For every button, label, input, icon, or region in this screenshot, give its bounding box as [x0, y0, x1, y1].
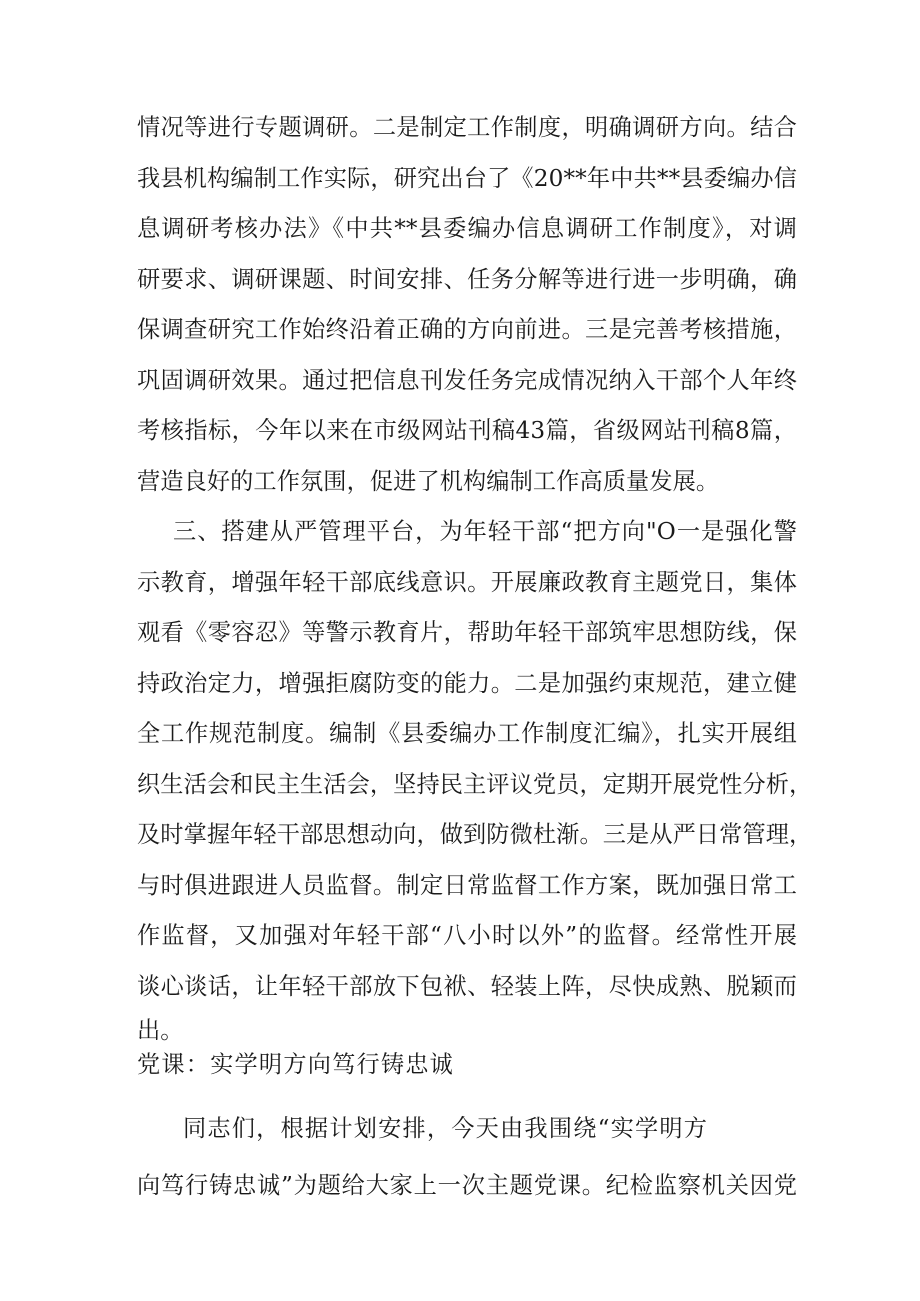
body-text-line: 保调查研究工作始终沿着正确的方向前进。三是完善考核措施， — [137, 316, 797, 343]
body-text-line: 息调研考核办法》《中共**县委编办信息调研工作制度》，对调 — [137, 215, 797, 242]
body-text-line: 作监督，又加强对年轻干部“八小时以外”的监督。经常性开展 — [137, 922, 797, 949]
body-text-line: 巩固调研效果。通过把信息刊发任务完成情况纳入干部个人年终 — [137, 367, 797, 394]
body-text-line: 织生活会和民主生活会，坚持民主评议党员，定期开展党性分析， — [137, 771, 813, 798]
body-text-line: 谈心谈话，让年轻干部放下包袱、轻装上阵，尽快成熟、脱颖而 — [137, 973, 797, 1000]
body-text-line: 示教育，增强年轻干部底线意识。开展廉政教育主题党日，集体 — [137, 569, 797, 596]
body-text-line: 研要求、调研课题、时间安排、任务分解等进行进一步明确，确 — [137, 266, 797, 293]
body-text-line: 持政治定力，增强拒腐防变的能力。二是加强约束规范，建立健 — [137, 670, 797, 697]
body-text-line: 同志们，根据计划安排，今天由我围绕“实学明方 — [183, 1115, 709, 1142]
section-heading-line: 三、搭建从严管理平台，为年轻干部“把方向"O一是强化警 — [173, 518, 797, 545]
body-text-line: 出。 — [137, 1017, 184, 1044]
body-text-line: 与时俱进跟进人员监督。制定日常监督工作方案，既加强日常工 — [137, 872, 797, 899]
lecture-title: 党课：实学明方向笃行铸忠诚 — [137, 1051, 455, 1078]
body-text-line: 及时掌握年轻干部思想动向，做到防微杜渐。三是从严日常管理， — [137, 821, 813, 848]
body-text-line: 观看《零容忍》等警示教育片，帮助年轻干部筑牢思想防线，保 — [137, 619, 797, 646]
body-text-line: 考核指标，今年以来在市级网站刊稿43篇，省级网站刊稿8篇， — [137, 417, 797, 444]
body-text-line: 向笃行铸忠诚”为题给大家上一次主题党课。纪检监察机关因党 — [137, 1172, 797, 1199]
body-text-line: 全工作规范制度。编制《县委编办工作制度汇编》，扎实开展组 — [137, 720, 797, 747]
body-text-line: 我县机构编制工作实际，研究出台了《20**年中共**县委编办信 — [137, 165, 797, 192]
body-text-line: 营造良好的工作氛围，促进了机构编制工作高质量发展。 — [137, 468, 720, 495]
body-text-line: 情况等进行专题调研。二是制定工作制度，明确调研方向。结合 — [137, 114, 797, 141]
